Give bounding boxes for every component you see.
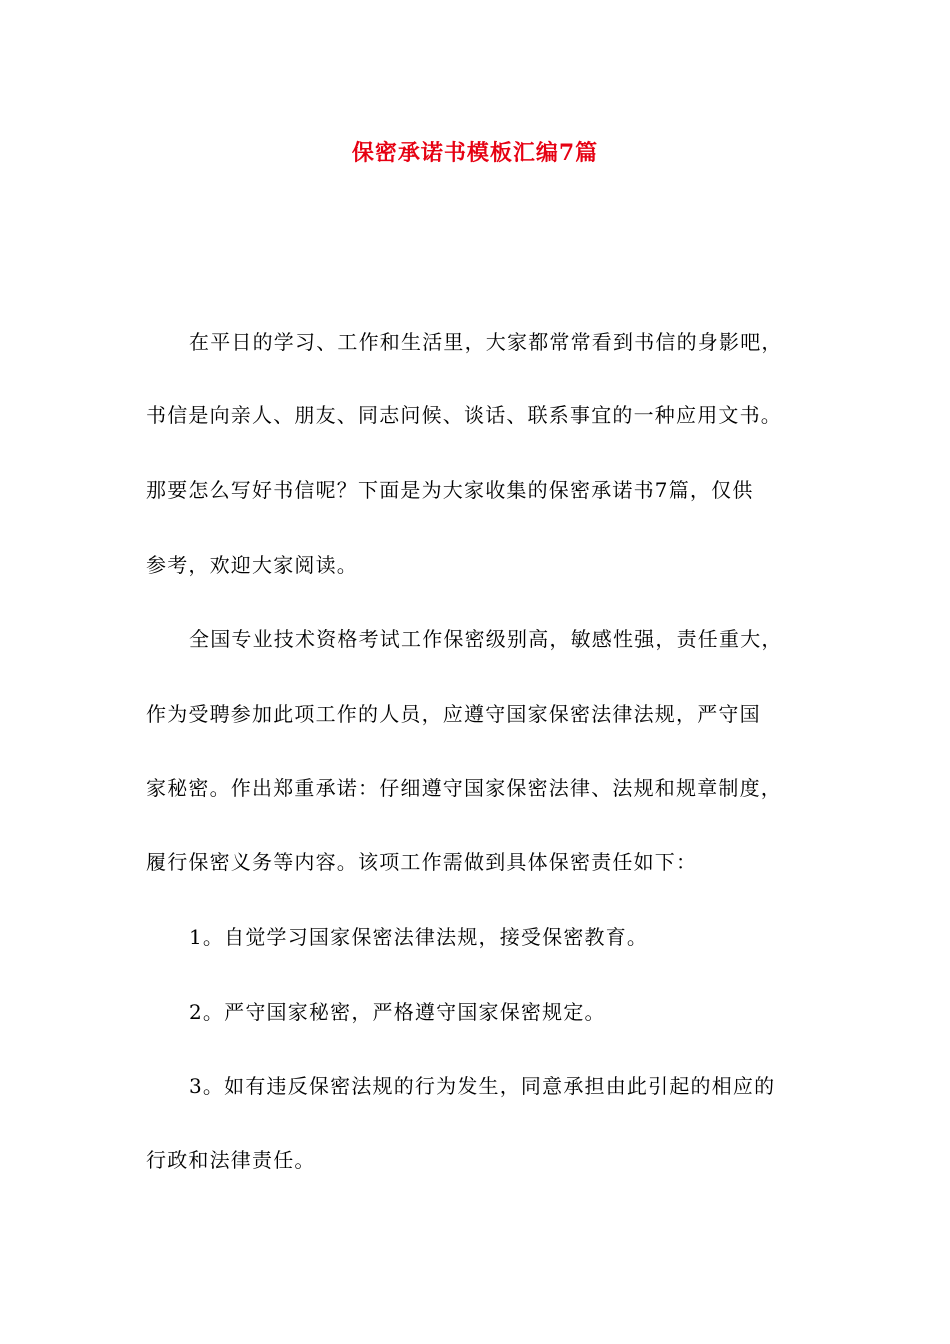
- paragraph-line: 行政和法律责任。: [146, 1148, 316, 1172]
- paragraph-line: 在平日的学习、工作和生活里，大家都常常看到书信的身影吧，: [189, 330, 783, 354]
- paragraph-line: 履行保密义务等内容。该项工作需做到具体保密责任如下：: [146, 850, 698, 874]
- paragraph-line: 作为受聘参加此项工作的人员，应遵守国家保密法律法规，严守国: [146, 702, 761, 726]
- list-item: 1。自觉学习国家保密法律法规，接受保密教育。: [189, 925, 649, 949]
- paragraph-line: 书信是向亲人、朋友、同志问候、谈话、联系事宜的一种应用文书。: [146, 403, 782, 427]
- paragraph-line: 那要怎么写好书信呢？下面是为大家收集的保密承诺书7篇，仅供: [146, 478, 754, 502]
- document-title: 保密承诺书模板汇编7篇: [351, 140, 599, 166]
- paragraph-line: 参考，欢迎大家阅读。: [146, 553, 358, 577]
- list-item: 3。如有违反保密法规的行为发生，同意承担由此引起的相应的: [189, 1074, 776, 1098]
- paragraph-line: 家秘密。作出郑重承诺：仔细遵守国家保密法律、法规和规章制度，: [146, 776, 782, 800]
- paragraph-line: 全国专业技术资格考试工作保密级别高，敏感性强，责任重大，: [189, 627, 783, 651]
- list-item: 2。严守国家秘密，严格遵守国家保密规定。: [189, 1000, 606, 1024]
